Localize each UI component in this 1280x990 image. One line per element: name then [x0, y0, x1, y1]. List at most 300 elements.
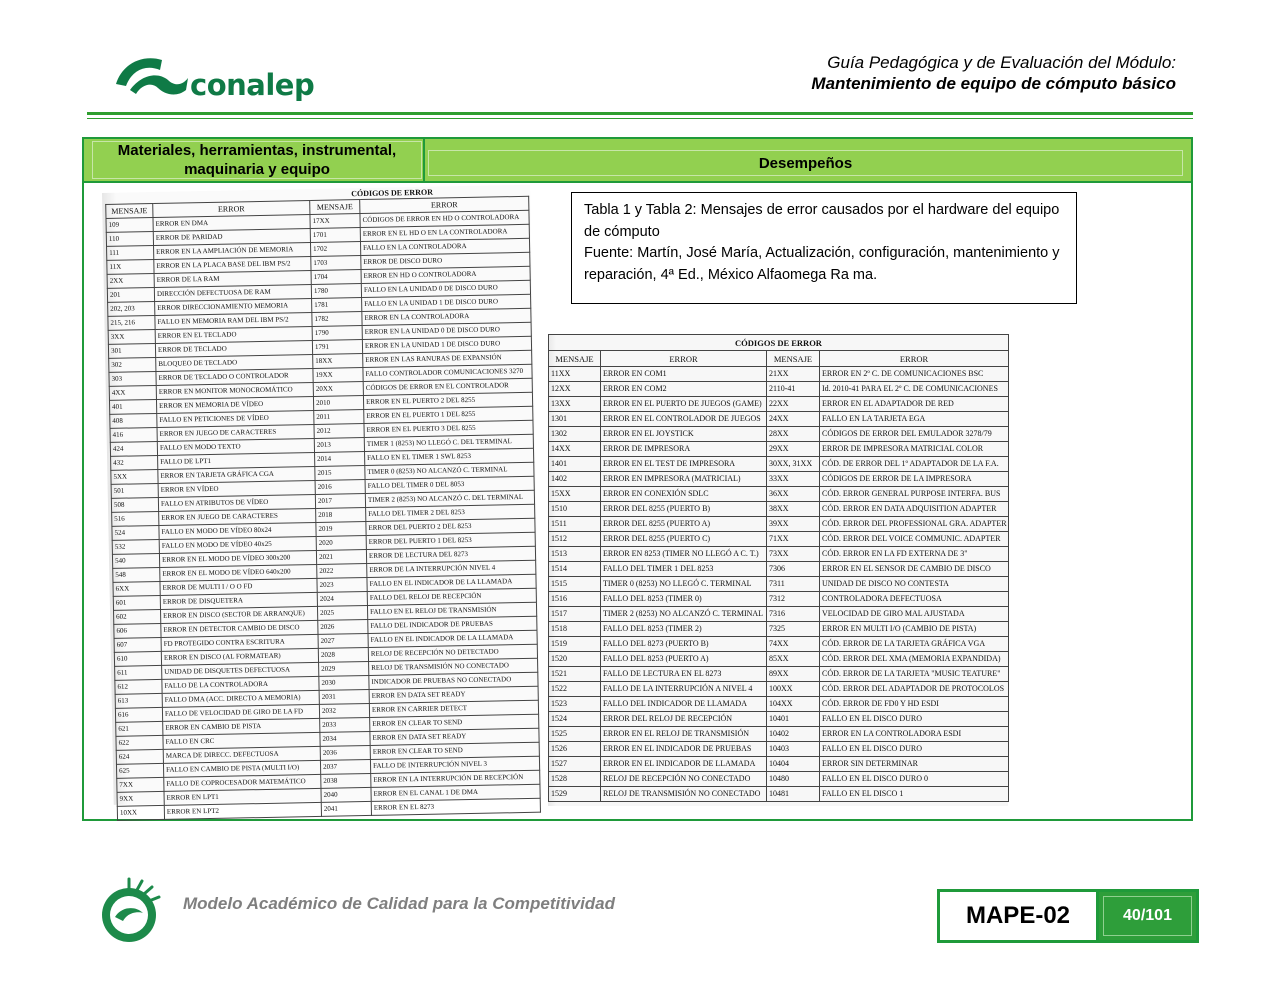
- guide-title-line1: Guía Pedagógica y de Evaluación del Módulo:: [827, 53, 1176, 72]
- table1-code-cell: 7XX: [117, 777, 164, 792]
- table1-code-cell: 302: [109, 358, 156, 373]
- table1-error-cell: FALLO DE COPROCESADOR MATEMÁTICO: [164, 774, 321, 791]
- table1-code-cell: 424: [110, 441, 157, 456]
- page-number: 40/101: [1103, 896, 1192, 936]
- table1-error-cell: FALLO DEL RELOJ DE RECEPCIÓN: [367, 588, 536, 605]
- table1-error-cell: FALLO EN EL INDICADOR DE LA LLAMADA: [367, 574, 536, 591]
- table2-header: MENSAJE: [549, 351, 601, 367]
- table1-error-cell: FALLO EN PETICIONES DE VÍDEO: [157, 410, 314, 427]
- table1-code-cell: 2029: [319, 661, 369, 676]
- table2-error-cell: FALLO EN EL DISCO DURO: [820, 712, 1009, 727]
- table1-code-cell: 625: [116, 763, 163, 778]
- table2-code-cell: 10481: [767, 787, 820, 802]
- table1-code-cell: 2019: [316, 521, 366, 536]
- table2-error-cell: ERROR DEL 8255 (PUERTO B): [601, 502, 767, 517]
- table2-code-cell: 1524: [549, 712, 601, 727]
- table2-row: [549, 532, 1009, 547]
- table2-code-cell: 10403: [767, 742, 820, 757]
- table1-code-cell: 1701: [310, 228, 360, 243]
- table2-error-cell: ERROR DEL RELOJ DE RECEPCIÓN: [601, 712, 767, 727]
- table2-code-cell: 1513: [549, 547, 601, 562]
- table1-error-cell: ERROR EN DISCO (SECTOR DE ARRANQUE): [161, 606, 318, 623]
- table2-code-cell: 1519: [549, 637, 601, 652]
- table2-row: [549, 757, 1009, 772]
- table1-code-cell: 2033: [320, 717, 370, 732]
- table1-code-cell: 548: [113, 567, 160, 582]
- table2-row: [549, 397, 1009, 412]
- guide-title-line2: Mantenimiento de equipo de cómputo básico: [811, 74, 1176, 93]
- table2-error-cell: ERROR EN COM2: [601, 382, 767, 397]
- table2-header: MENSAJE: [767, 351, 820, 367]
- table2-error-cell: CÓD. ERROR DEL ADAPTADOR DE PROTOCOLOS: [820, 682, 1009, 697]
- table1-error-cell: ERROR EN EL MODO DE VÍDEO 640x200: [160, 564, 317, 581]
- table2-error-cell: FALLO DEL 8273 (PUERTO B): [601, 637, 767, 652]
- table1-header: ERROR: [153, 201, 310, 218]
- table1-code-cell: 610: [114, 651, 161, 666]
- table1-error-cell: ERROR DIRECCIONAMIENTO MEMORIA: [155, 298, 312, 315]
- table1-code-cell: 109: [106, 218, 153, 233]
- table2-code-cell: 29XX: [767, 442, 820, 457]
- table1-code-cell: 10XX: [117, 805, 164, 820]
- table2-row: [549, 382, 1009, 397]
- table1-error-cell: ERROR EN EL 8273: [371, 798, 540, 815]
- table2-error-cell: CÓD. ERROR EN LA FD EXTERNA DE 3": [820, 547, 1009, 562]
- table1-code-cell: 532: [112, 539, 159, 554]
- table2-error-cell: ERROR EN CONEXIÓN SDLC: [601, 487, 767, 502]
- table1-code-cell: 540: [112, 553, 159, 568]
- table1-code-cell: 17XX: [310, 214, 360, 229]
- table1-code-cell: 2XX: [107, 274, 154, 289]
- table1-error-cell: RELOJ DE RECEPCIÓN NO DETECTADO: [368, 644, 537, 661]
- table1-error-cell: FALLO EN MODO DE VÍDEO 40x25: [159, 536, 316, 553]
- table2-error-cell: ERROR EN EL TEST DE IMPRESORA: [601, 457, 767, 472]
- table1-code-cell: 601: [113, 595, 160, 610]
- table2-error-cell: CÓD. ERROR EN DATA ADQUISITION ADAPTER: [820, 502, 1009, 517]
- table2-error-cell: ERROR DEL 8255 (PUERTO A): [601, 517, 767, 532]
- table2-error-cell: CÓD. ERROR DEL VOICE COMMUNIC. ADAPTER: [820, 532, 1009, 547]
- table1-code-cell: 2015: [315, 466, 365, 481]
- table2-code-cell: 36XX: [767, 487, 820, 502]
- table2-code-cell: 15XX: [549, 487, 601, 502]
- table2-row: [549, 592, 1009, 607]
- table2-row: [549, 562, 1009, 577]
- table2-row: [549, 457, 1009, 472]
- table2-code-cell: 1516: [549, 592, 601, 607]
- table2-row: [549, 742, 1009, 757]
- table1-error-cell: ERROR DE TECLADO O CONTROLADOR: [156, 368, 313, 385]
- table1-error-cell: INDICADOR DE PRUEBAS NO CONECTADO: [369, 672, 538, 689]
- table1-error-cell: FALLO CONTROLADOR COMUNICACIONES 3270: [363, 364, 532, 381]
- table1-code-cell: 2041: [321, 801, 371, 816]
- table1-error-cell: ERROR EN LA UNIDAD 1 DE DISCO DURO: [362, 336, 531, 353]
- table2-code-cell: 12XX: [549, 382, 601, 397]
- table1-code-cell: 301: [108, 344, 155, 359]
- table1-code-cell: 110: [106, 232, 153, 247]
- table2-error-cell: ERROR DEL 8255 (PUERTO C): [601, 532, 767, 547]
- table1-error-cell: ERROR EN CLEAR TO SEND: [370, 742, 539, 759]
- table1-error-cell: FALLO DEL TIMER 2 DEL 8253: [366, 504, 535, 521]
- table1-error-cell: ERROR EN EL TECLADO: [155, 326, 312, 343]
- table2-code-cell: 85XX: [767, 652, 820, 667]
- table2-error-cell: FALLO DE LA INTERRUPCIÓN A NIVEL 4: [601, 682, 767, 697]
- table2-code-cell: 10404: [767, 757, 820, 772]
- table1-code-cell: 2040: [321, 787, 371, 802]
- table1-error-cell: RELOJ DE TRANSMISIÓN NO CONECTADO: [369, 658, 538, 675]
- table2-error-cell: FALLO DEL 8253 (TIMER 2): [601, 622, 767, 637]
- table1-error-cell: ERROR EN EL CANAL 1 DE DMA: [371, 784, 540, 801]
- table2-error-cell: CÓD. DE ERROR DEL 1º ADAPTADOR DE LA F.A.: [820, 457, 1009, 472]
- table1-error-cell: ERROR EN EL PUERTO 3 DEL 8255: [364, 420, 533, 437]
- table1-title: CÓDIGOS DE ERROR: [351, 187, 434, 199]
- table2-code-cell: 10402: [767, 727, 820, 742]
- table1-code-cell: 2022: [317, 563, 367, 578]
- table1-code-cell: 3XX: [108, 330, 155, 345]
- table2-error-cell: ERROR EN IMPRESORA (MATRICIAL): [601, 472, 767, 487]
- table1-error-cell: ERROR DEL PUERTO 2 DEL 8253: [366, 518, 535, 535]
- table1-code-cell: 2024: [317, 591, 367, 606]
- logo-wordmark: conalep: [190, 68, 315, 102]
- table1-error-cell: ERROR DE MULTI I / O O FD: [160, 578, 317, 595]
- table2-code-cell: 1528: [549, 772, 601, 787]
- table1-code-cell: 5XX: [111, 469, 158, 484]
- page-number-box: [1099, 889, 1199, 943]
- table1-error-cell: ERROR EN EL HD O EN LA CONTROLADORA: [360, 224, 529, 241]
- table2-code-cell: 7325: [767, 622, 820, 637]
- table1-error-cell: ERROR EN EL PUERTO 2 DEL 8255: [363, 392, 532, 409]
- table2-row: [549, 517, 1009, 532]
- table1-error-cell: FALLO DE INTERRUPCIÓN NIVEL 3: [370, 756, 539, 773]
- table1-error-cell: ERROR EN LA CONTROLADORA: [362, 308, 531, 325]
- table1-code-cell: 2020: [316, 535, 366, 550]
- table1-code-cell: 2025: [317, 605, 367, 620]
- table2-row: [549, 697, 1009, 712]
- table1-error-cell: FD PROTEGIDO CONTRA ESCRITURA: [161, 634, 318, 651]
- table2-code-cell: 7311: [767, 577, 820, 592]
- table1-error-cell: TIMER 2 (8253) NO ALCANZÓ C. DEL TERMINAL: [365, 490, 534, 507]
- header-materials: Materiales, herramientas, instrumental, maquinaria y equipo: [92, 141, 422, 179]
- table1-code-cell: 2028: [318, 647, 368, 662]
- table1-error-cell: ERROR EN LA AMPLIACIÓN DE MEMORIA: [154, 243, 311, 260]
- table1-error-cell: ERROR EN EL PUERTO 1 DEL 8255: [364, 406, 533, 423]
- table2-code-cell: 33XX: [767, 472, 820, 487]
- caption-source: Fuente: Martín, José María, Actualización, configuración, mantenimiento y reparación, 4ª Ed., México Alfaomega Ra ma.: [584, 245, 1060, 283]
- table2-code-cell: 1522: [549, 682, 601, 697]
- table1-error-cell: FALLO DE VELOCIDAD DE GIRO DE LA FD: [162, 704, 319, 721]
- table1-error-cell: ERROR DE LA RAM: [154, 271, 311, 288]
- table2-code-cell: 1302: [549, 427, 601, 442]
- table2-code-cell: 1514: [549, 562, 601, 577]
- table2-error-cell: TIMER 2 (8253) NO ALCANZÓ C. TERMINAL: [601, 607, 767, 622]
- table2-code-cell: 1517: [549, 607, 601, 622]
- table1-error-cell: ERROR DE LA INTERRUPCIÓN NIVEL 4: [367, 560, 536, 577]
- table2-code-cell: 1515: [549, 577, 601, 592]
- table1-error-cell: FALLO EN EL RELOJ DE TRANSMISIÓN: [367, 602, 536, 619]
- table2-error-cell: Id. 2010-41 PARA EL 2º C. DE COMUNICACIONES: [820, 382, 1009, 397]
- table2-error-cell: ERROR EN EL ADAPTADOR DE RED: [820, 397, 1009, 412]
- table2-error-cell: VELOCIDAD DE GIRO MAL AJUSTADA: [820, 607, 1009, 622]
- table2-code-cell: 1521: [549, 667, 601, 682]
- table1-error-cell: FALLO EN MEMORIA RAM DEL IBM PS/2: [155, 312, 312, 329]
- table2-error-cell: ERROR EN 2º C. DE COMUNICACIONES BSC: [820, 367, 1009, 382]
- table2-row: [549, 427, 1009, 442]
- table2-code-cell: 1520: [549, 652, 601, 667]
- table2-row: [549, 412, 1009, 427]
- table2-error-cell: ERROR EN MULTI I/O (CAMBIO DE PISTA): [820, 622, 1009, 637]
- header-performances: Desempeños: [428, 150, 1183, 176]
- table1-code-cell: 20XX: [313, 382, 363, 397]
- table2-row: [549, 502, 1009, 517]
- table-caption-box: [571, 192, 1077, 304]
- table2-row: [549, 487, 1009, 502]
- table2-error-cell: CONTROLADORA DEFECTUOSA: [820, 592, 1009, 607]
- table1-error-cell: FALLO DEL TIMER 0 DEL 8053: [365, 476, 534, 493]
- table2-row: [549, 442, 1009, 457]
- table1-code-cell: 19XX: [313, 368, 363, 383]
- table2-error-cell: CÓD. ERROR DEL PROFESSIONAL GRA. ADAPTER: [820, 517, 1009, 532]
- table2-row: [549, 667, 1009, 682]
- table1-error-cell: ERROR EN DISCO (AL FORMATEAR): [161, 648, 318, 665]
- table2-code-cell: 39XX: [767, 517, 820, 532]
- table2-code-cell: 7306: [767, 562, 820, 577]
- table2-body: [549, 367, 1009, 802]
- table2-header: ERROR: [820, 351, 1009, 367]
- table1-error-cell: FALLO DE LA CONTROLADORA: [162, 676, 319, 693]
- table1-header: MENSAJE: [106, 204, 153, 219]
- table1-error-cell: TIMER 1 (8253) NO LLEGÓ C. DEL TERMINAL: [364, 434, 533, 451]
- table2-row: [549, 712, 1009, 727]
- table2-row: [549, 727, 1009, 742]
- table1-error-cell: ERROR EN LAS RANURAS DE EXPANSIÓN: [363, 350, 532, 367]
- table2-error-cell: FALLO EN EL DISCO DURO: [820, 742, 1009, 757]
- table1-error-cell: ERROR DE LECTURA DEL 8273: [366, 546, 535, 563]
- table1-code-cell: 202, 203: [108, 302, 155, 317]
- table2-error-cell: ERROR EN COM1: [601, 367, 767, 382]
- table2-error-cell: RELOJ DE TRANSMISIÓN NO CONECTADO: [601, 787, 767, 802]
- table1-error-cell: FALLO EN CRC: [163, 732, 320, 749]
- table1-error-cell: FALLO DE LPT1: [158, 452, 315, 469]
- table1-error-cell: CÓDIGOS DE ERROR EN EL CONTROLADOR: [363, 378, 532, 395]
- table2-code-cell: 1526: [549, 742, 601, 757]
- table2-error-cell: ERROR SIN DETERMINAR: [820, 757, 1009, 772]
- table1-code-cell: 606: [114, 623, 161, 638]
- table1-code-cell: 2010: [313, 396, 363, 411]
- table2-code-cell: 74XX: [767, 637, 820, 652]
- table1-code-cell: 2038: [321, 773, 371, 788]
- table1-error-cell: ERROR EN JUEGO DE CARACTERES: [157, 424, 314, 441]
- footer-motto: Modelo Académico de Calidad para la Competitividad: [183, 894, 616, 913]
- scanned-error-table-1: [102, 185, 542, 817]
- table1-code-cell: 2027: [318, 633, 368, 648]
- table1-error-cell: DIRECCIÓN DEFECTUOSA DE RAM: [154, 284, 311, 301]
- table1-code-cell: 616: [115, 707, 162, 722]
- table1-error-cell: FALLO DMA (ACC. DIRECTO A MEMORIA): [162, 690, 319, 707]
- table1-code-cell: 607: [114, 637, 161, 652]
- table1-error-cell: ERROR EN EL MODO DE VÍDEO 300x200: [159, 550, 316, 567]
- table1-body: [106, 210, 540, 820]
- table1-code-cell: 6XX: [113, 581, 160, 596]
- header-divider: [423, 139, 425, 183]
- table2-error-cell: FALLO EN EL DISCO 1: [820, 787, 1009, 802]
- table1-error-cell: ERROR DE DISCO DURO: [361, 252, 530, 269]
- table2-code-cell: 104XX: [767, 697, 820, 712]
- table2-row: [549, 637, 1009, 652]
- table2-code-cell: 7312: [767, 592, 820, 607]
- table2-code-cell: 1523: [549, 697, 601, 712]
- table2-code-cell: 14XX: [549, 442, 601, 457]
- table1-code-cell: 2034: [320, 731, 370, 746]
- table2-error-cell: ERROR EN LA CONTROLADORA ESDI: [820, 727, 1009, 742]
- table2-code-cell: 89XX: [767, 667, 820, 682]
- table1-code-cell: 2014: [315, 452, 365, 467]
- scanned-error-table-2: [548, 334, 1008, 806]
- table1-error-cell: ERROR EN LA PLACA BASE DEL IBM PS/2: [154, 257, 311, 274]
- table1-error-cell: FALLO EN MODO TEXTO: [157, 438, 314, 455]
- table2-code-cell: 1518: [549, 622, 601, 637]
- table2-code-cell: 1529: [549, 787, 601, 802]
- table1-code-cell: 2030: [319, 675, 369, 690]
- table1-error-cell: FALLO EN CAMBIO DE PISTA (MULTI I/O): [163, 760, 320, 777]
- table2-code-cell: 38XX: [767, 502, 820, 517]
- table2-row: [549, 367, 1009, 382]
- table1-error-cell: ERROR EN DETECTOR CAMBIO DE DISCO: [161, 620, 318, 637]
- table2-error-cell: UNIDAD DE DISCO NO CONTESTA: [820, 577, 1009, 592]
- table2-header: ERROR: [601, 351, 767, 367]
- table2-error-cell: CÓD. ERROR DE LA TARJETA GRÁFICA VGA: [820, 637, 1009, 652]
- table2-code-cell: 1512: [549, 532, 601, 547]
- table1-error-cell: FALLO EN LA UNIDAD 1 DE DISCO DURO: [362, 294, 531, 311]
- table2-error-cell: ERROR EN 8253 (TIMER NO LLEGÓ A C. T.): [601, 547, 767, 562]
- table1-error-cell: CÓDIGOS DE ERROR EN HD O CONTROLADORA: [360, 210, 529, 227]
- table2-code-cell: 22XX: [767, 397, 820, 412]
- academic-model-seal: [95, 877, 163, 945]
- table2-code-cell: 1525: [549, 727, 601, 742]
- table1-code-cell: 2011: [314, 410, 364, 425]
- table1-header: ERROR: [360, 196, 529, 213]
- table1-code-cell: 2037: [320, 759, 370, 774]
- table1-code-cell: 622: [116, 735, 163, 750]
- table2-row: [549, 787, 1009, 802]
- table1-code-cell: 303: [109, 371, 156, 386]
- table2-error-cell: ERROR EN EL CONTROLADOR DE JUEGOS: [601, 412, 767, 427]
- table2-error-cell: FALLO DEL INDICADOR DE LLAMADA: [601, 697, 767, 712]
- table1-code-cell: 508: [111, 497, 158, 512]
- table1-error-cell: ERROR EN DATA SET READY: [369, 686, 538, 703]
- table1-error-cell: ERROR EN VÍDEO: [158, 480, 315, 497]
- table2-error-cell: FALLO EN LA TARJETA EGA: [820, 412, 1009, 427]
- table2-code-cell: 73XX: [767, 547, 820, 562]
- table1-error-cell: ERROR DEL PUERTO 1 DEL 8253: [366, 532, 535, 549]
- table1-code-cell: 432: [111, 455, 158, 470]
- table1-error-cell: ERROR DE DISQUETERA: [160, 592, 317, 609]
- table2-error-cell: CÓD. ERROR DE LA TARJETA "MUSIC TEATURE": [820, 667, 1009, 682]
- table2-error-cell: RELOJ DE RECEPCIÓN NO CONECTADO: [601, 772, 767, 787]
- table1-error-cell: ERROR EN MEMORIA DE VÍDEO: [156, 396, 313, 413]
- table2-code-cell: 71XX: [767, 532, 820, 547]
- table2-code-cell: 10401: [767, 712, 820, 727]
- table2-code-cell: 2110-41: [767, 382, 820, 397]
- table1-code-cell: 516: [112, 511, 159, 526]
- table1-code-cell: 624: [116, 749, 163, 764]
- table1-code-cell: 1780: [311, 284, 361, 299]
- table2-code-cell: 1527: [549, 757, 601, 772]
- table2-code-cell: 30XX, 31XX: [767, 457, 820, 472]
- table1-error-cell: ERROR EN MONITOR MONOCROMÁTICO: [156, 382, 313, 399]
- table1-code-cell: 602: [114, 609, 161, 624]
- table1-code-cell: 4XX: [109, 385, 156, 400]
- table1-error-cell: FALLO EN ATRIBUTOS DE VÍDEO: [158, 494, 315, 511]
- table2-code-cell: 7316: [767, 607, 820, 622]
- table2-code-cell: 1402: [549, 472, 601, 487]
- document-code: MAPE-02: [937, 889, 1099, 943]
- table2-error-cell: FALLO DEL 8253 (PUERTO A): [601, 652, 767, 667]
- table1-error-cell: ERROR EN CAMBIO DE PISTA: [163, 718, 320, 735]
- table2-code-cell: 1301: [549, 412, 601, 427]
- table2-code-cell: 100XX: [767, 682, 820, 697]
- table1-error-cell: ERROR EN LPT2: [164, 802, 321, 819]
- table2-error-cell: ERROR EN EL JOYSTICK: [601, 427, 767, 442]
- table2-code-cell: 1511: [549, 517, 601, 532]
- table2-row: [549, 772, 1009, 787]
- guide-title: [811, 52, 1176, 94]
- table1-code-cell: 18XX: [313, 354, 363, 369]
- table1-code-cell: 524: [112, 525, 159, 540]
- table1-code-cell: 2017: [315, 494, 365, 509]
- table1-code-cell: 2012: [314, 424, 364, 439]
- table1-code-cell: 416: [110, 427, 157, 442]
- table1-code-cell: 612: [115, 679, 162, 694]
- table1-code-cell: 501: [111, 483, 158, 498]
- table2-error-cell: ERROR DE IMPRESORA MATRICIAL COLOR: [820, 442, 1009, 457]
- table1-code-cell: 2021: [316, 549, 366, 564]
- table1-code-cell: 2016: [315, 480, 365, 495]
- table2-error-cell: FALLO EN EL DISCO DURO 0: [820, 772, 1009, 787]
- table1-error-cell: FALLO EN EL TIMER 1 SWL 8253: [365, 448, 534, 465]
- table1-code-cell: 9XX: [117, 791, 164, 806]
- table2-row: [549, 577, 1009, 592]
- table2-code-cell: 24XX: [767, 412, 820, 427]
- header-rule: [87, 112, 1193, 115]
- table1-error-cell: ERROR EN LA INTERRUPCIÓN DE RECEPCIÓN: [371, 770, 540, 787]
- table1-code-cell: 1791: [312, 340, 362, 355]
- table1-error-cell: ERROR DE PARIDAD: [153, 229, 310, 246]
- table2-row: [549, 622, 1009, 637]
- table2-code-cell: 21XX: [767, 367, 820, 382]
- table1-code-cell: 2023: [317, 577, 367, 592]
- table-header-row: [84, 139, 1191, 183]
- table1-error-cell: ERROR EN DATA SET READY: [370, 728, 539, 745]
- caption-title: Tabla 1 y Tabla 2: Mensajes de error causados por el hardware del equipo de cómputo: [584, 202, 1060, 240]
- table1-code-cell: 613: [115, 693, 162, 708]
- header-rule-thin: [87, 118, 1193, 119]
- table1-error-cell: ERROR EN DMA: [153, 215, 310, 232]
- table2-code-cell: 13XX: [549, 397, 601, 412]
- table1-error-cell: MARCA DE DIRECC. DEFECTUOSA: [163, 746, 320, 763]
- table1-code-cell: 2013: [314, 438, 364, 453]
- table2-code-cell: 1510: [549, 502, 601, 517]
- table1-error-cell: FALLO DEL INDICADOR DE PRUEBAS: [368, 616, 537, 633]
- table1-code-cell: 11X: [107, 260, 154, 275]
- table1-code-cell: 2031: [319, 689, 369, 704]
- table2-error-cell: FALLO DEL TIMER 1 DEL 8253: [601, 562, 767, 577]
- table2-error-cell: CÓDIGOS DE ERROR DE LA IMPRESORA: [820, 472, 1009, 487]
- table1-error-cell: UNIDAD DE DISQUETES DEFECTUOSA: [162, 662, 319, 679]
- table1-code-cell: 621: [116, 721, 163, 736]
- table2-code-cell: 11XX: [549, 367, 601, 382]
- table1-header: MENSAJE: [310, 200, 360, 215]
- table1-error-cell: ERROR EN CARRIER DETECT: [369, 700, 538, 717]
- table1-error-cell: ERROR DE TECLADO: [155, 340, 312, 357]
- table1-error-cell: TIMER 0 (8253) NO ALCANZÓ C. TERMINAL: [365, 462, 534, 479]
